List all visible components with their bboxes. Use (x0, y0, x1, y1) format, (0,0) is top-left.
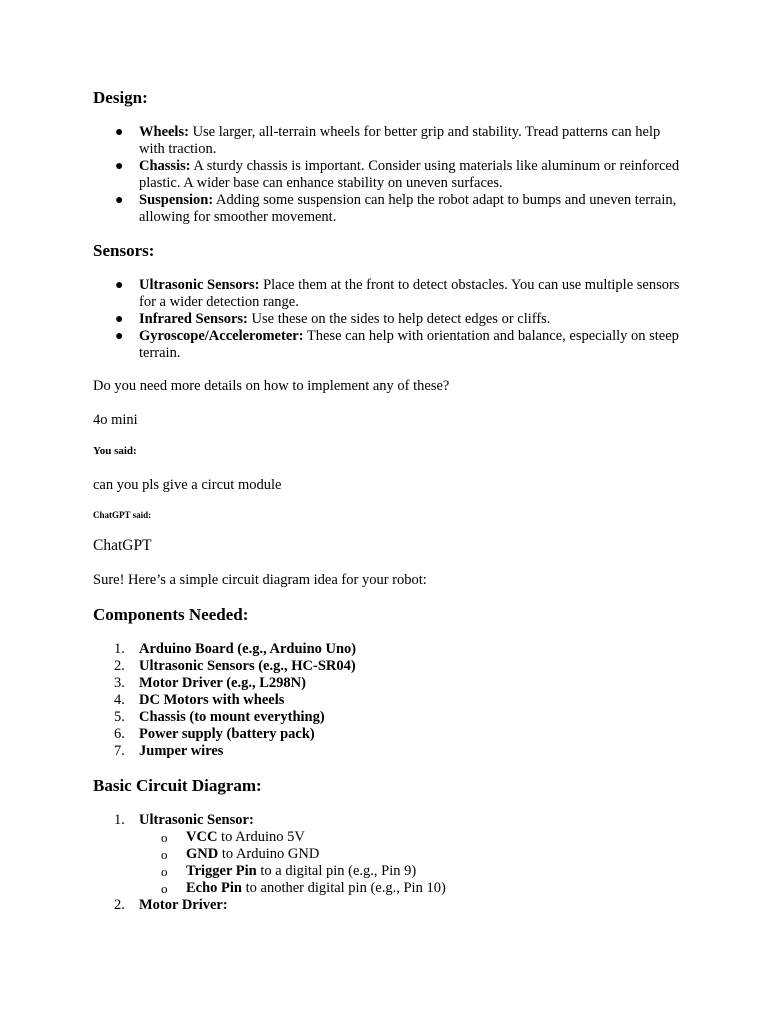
list-item: 4. DC Motors with wheels (114, 692, 285, 708)
list-item (93, 124, 684, 158)
list-item (93, 158, 684, 192)
sensors-heading: Sensors: (93, 241, 155, 260)
circle-bullet-icon: o (161, 864, 168, 879)
ultrasonic-connections (139, 829, 684, 897)
item-label: Motor Driver: (139, 897, 228, 913)
chatgpt-said-label: ChatGPT said: (93, 510, 152, 520)
item-label: Infrared Sensors: (139, 311, 248, 327)
model-label: 4o mini (93, 412, 138, 428)
design-list (93, 124, 684, 226)
list-item: 2. Ultrasonic Sensors (e.g., HC-SR04) (114, 658, 356, 674)
list-item: 2. Motor Driver: (114, 897, 228, 913)
sub-list-item: o Trigger Pin to a digital pin (e.g., Pin 9) (161, 863, 417, 879)
list-item: 1. Ultrasonic Sensor: o VCC to Arduino 5V o GND to Arduino GND o Trigger Pin to a digital pin (e.g., Pin 9) o Echo Pin to another digital pin (e.g., Pin 10) (93, 812, 684, 897)
item-label: Wheels: (139, 124, 189, 140)
bullet-icon: ● (115, 125, 124, 140)
design-heading: Design: (93, 88, 148, 107)
item-text: A sturdy chassis is important. Consider using materials like aluminum or reinforced plastic. A wider base can enhance stability on uneven surfaces. (139, 158, 680, 191)
bullet-icon: ● (115, 193, 124, 208)
sub-list-item: o GND to Arduino GND (161, 846, 320, 862)
list-item (93, 328, 684, 362)
list-item (93, 311, 684, 328)
item-label: Chassis: (139, 158, 191, 174)
item-label: Ultrasonic Sensor: (139, 812, 254, 828)
list-item: 1. Arduino Board (e.g., Arduino Uno) (114, 641, 357, 657)
list-item: 6. Power supply (battery pack) (114, 726, 315, 742)
item-text: These can help with orientation and balance, especially on steep terrain. (139, 328, 679, 361)
follow-up-question: Do you need more details on how to implement any of these? (93, 378, 450, 394)
circle-bullet-icon: o (161, 830, 168, 845)
bullet-icon: ● (115, 159, 124, 174)
list-item: 5. Chassis (to mount everything) (114, 709, 325, 725)
you-said-label: You said: (93, 445, 137, 457)
list-item: 7. Jumper wires (114, 743, 224, 759)
sub-list-item: o Echo Pin to another digital pin (e.g., Pin 10) (161, 880, 446, 896)
item-text: Adding some suspension can help the robot adapt to bumps and uneven terrain, allowing for smoother movement. (139, 192, 677, 225)
item-label: Gyroscope/Accelerometer: (139, 328, 304, 344)
user-message: can you pls give a circut module (93, 477, 282, 493)
list-item: 3. Motor Driver (e.g., L298N) (114, 675, 306, 691)
list-item (93, 277, 684, 311)
chatgpt-name: ChatGPT (93, 537, 152, 554)
bullet-icon: ● (115, 312, 124, 327)
item-text: Use these on the sides to help detect edges or cliffs. (247, 311, 551, 327)
item-text: Place them at the front to detect obstacles. You can use multiple sensors for a wider detection range. (139, 277, 680, 310)
list-item (93, 192, 684, 226)
circuit-list (93, 812, 684, 914)
intro-text: Sure! Here’s a simple circuit diagram idea for your robot: (93, 572, 427, 588)
circle-bullet-icon: o (161, 881, 168, 896)
bullet-icon: ● (115, 329, 124, 344)
item-label: Ultrasonic Sensors: (139, 277, 260, 293)
item-label: Suspension: (139, 192, 214, 208)
components-heading: Components Needed: (93, 605, 249, 624)
item-text: Use larger, all-terrain wheels for better grip and stability. Tread patterns can help with traction. (139, 124, 661, 157)
bullet-icon: ● (115, 278, 124, 293)
sub-list-item: o VCC to Arduino 5V (161, 829, 305, 845)
components-list (93, 641, 684, 760)
circle-bullet-icon: o (161, 847, 168, 862)
sensors-list (93, 277, 684, 362)
circuit-heading: Basic Circuit Diagram: (93, 776, 262, 795)
